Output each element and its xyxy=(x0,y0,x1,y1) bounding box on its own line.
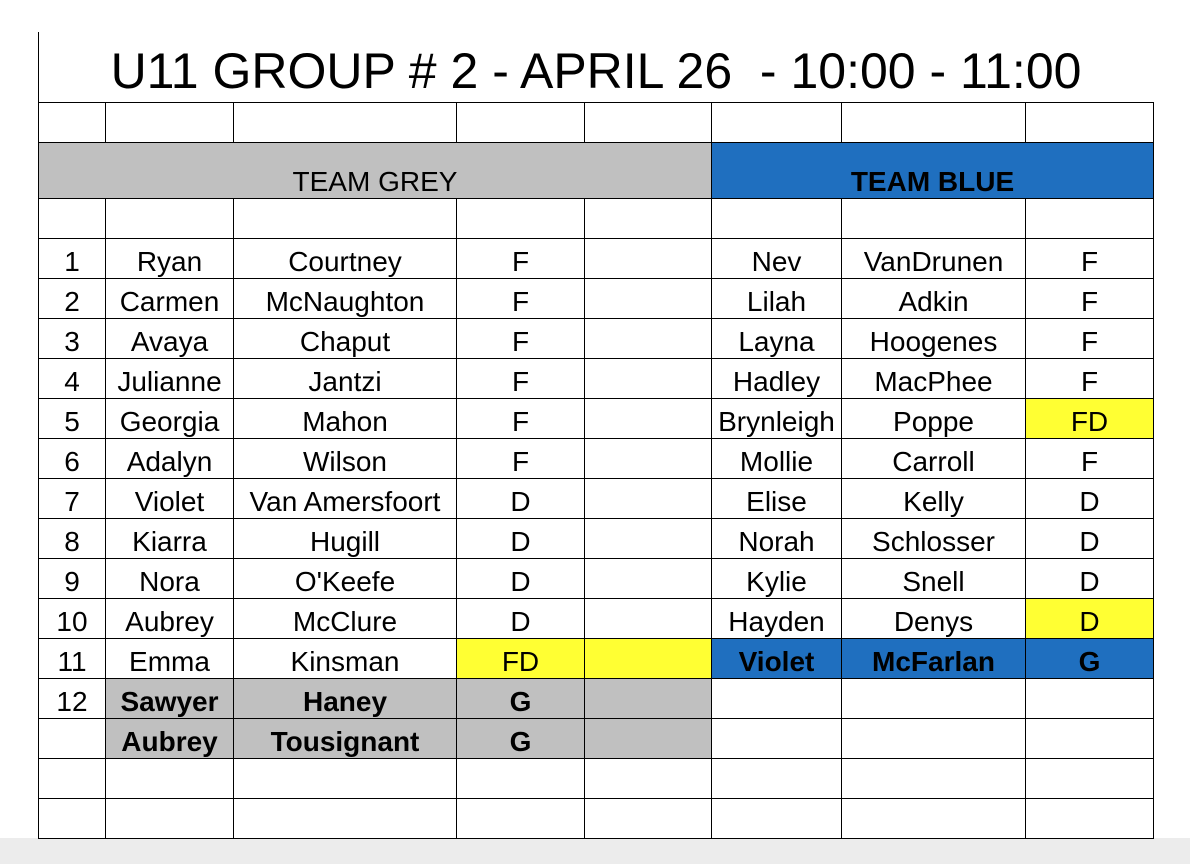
grey-first-name[interactable]: Kiarra xyxy=(106,519,234,559)
blue-first-name[interactable]: Norah xyxy=(712,519,842,559)
grey-position[interactable]: G xyxy=(457,679,585,719)
table-row xyxy=(39,399,1154,439)
table-row xyxy=(39,279,1154,319)
cell[interactable] xyxy=(712,759,842,799)
grey-last-name[interactable]: Kinsman xyxy=(234,639,457,679)
grey-last-name[interactable]: Courtney xyxy=(234,239,457,279)
blue-first-name[interactable]: Kylie xyxy=(712,559,842,599)
blue-position[interactable]: FD xyxy=(1026,399,1154,439)
row-number[interactable]: 3 xyxy=(39,319,106,359)
cell[interactable] xyxy=(1026,799,1154,839)
grey-first-name[interactable]: Aubrey xyxy=(106,599,234,639)
grey-position[interactable]: G xyxy=(457,719,585,759)
grey-position[interactable]: D xyxy=(457,559,585,599)
spacer-row xyxy=(39,199,1154,239)
blue-position[interactable]: F xyxy=(1026,279,1154,319)
grey-position[interactable]: D xyxy=(457,599,585,639)
blue-first-name[interactable]: Lilah xyxy=(712,279,842,319)
grey-extra-cell[interactable] xyxy=(585,479,712,519)
cell[interactable] xyxy=(1026,199,1154,239)
table-row xyxy=(39,439,1154,479)
grey-extra-cell[interactable] xyxy=(585,519,712,559)
row-number[interactable]: 2 xyxy=(39,279,106,319)
cell[interactable] xyxy=(457,799,585,839)
grey-last-name[interactable]: Tousignant xyxy=(234,719,457,759)
grey-first-name[interactable]: Ryan xyxy=(106,239,234,279)
grey-position[interactable]: F xyxy=(457,239,585,279)
grey-position[interactable]: D xyxy=(457,519,585,559)
grey-first-name[interactable]: Violet xyxy=(106,479,234,519)
grey-extra-cell[interactable] xyxy=(585,279,712,319)
grey-extra-cell[interactable] xyxy=(585,639,712,679)
cell[interactable] xyxy=(106,799,234,839)
cell[interactable] xyxy=(457,199,585,239)
cell[interactable] xyxy=(39,759,106,799)
blue-first-name[interactable]: Hadley xyxy=(712,359,842,399)
blue-last-name[interactable]: Denys xyxy=(842,599,1026,639)
cell[interactable] xyxy=(234,759,457,799)
cell[interactable] xyxy=(842,103,1026,143)
cell[interactable] xyxy=(712,799,842,839)
grey-last-name[interactable]: Chaput xyxy=(234,319,457,359)
grey-position[interactable]: F xyxy=(457,439,585,479)
grey-extra-cell[interactable] xyxy=(585,559,712,599)
blue-last-name[interactable]: McFarlan xyxy=(842,639,1026,679)
cell[interactable] xyxy=(585,103,712,143)
cell[interactable] xyxy=(234,199,457,239)
table-row xyxy=(39,719,1154,759)
table-row xyxy=(39,319,1154,359)
grey-extra-cell[interactable] xyxy=(585,679,712,719)
cell[interactable] xyxy=(457,103,585,143)
grey-position[interactable]: F xyxy=(457,359,585,399)
cell[interactable] xyxy=(106,103,234,143)
grey-first-name[interactable]: Emma xyxy=(106,639,234,679)
grey-position[interactable]: FD xyxy=(457,639,585,679)
row-number[interactable]: 8 xyxy=(39,519,106,559)
table-row xyxy=(39,239,1154,279)
cell[interactable] xyxy=(585,199,712,239)
row-number[interactable]: 6 xyxy=(39,439,106,479)
row-number[interactable]: 9 xyxy=(39,559,106,599)
grey-extra-cell[interactable] xyxy=(585,239,712,279)
blue-position[interactable]: D xyxy=(1026,599,1154,639)
grey-first-name[interactable]: Adalyn xyxy=(106,439,234,479)
grey-last-name[interactable]: Van Amersfoort xyxy=(234,479,457,519)
blue-first-name[interactable]: Hayden xyxy=(712,599,842,639)
blue-position[interactable]: D xyxy=(1026,559,1154,599)
blue-first-name[interactable]: Layna xyxy=(712,319,842,359)
blue-position[interactable]: D xyxy=(1026,519,1154,559)
cell[interactable] xyxy=(39,199,106,239)
table-row xyxy=(39,519,1154,559)
grey-first-name[interactable]: Georgia xyxy=(106,399,234,439)
grey-position[interactable]: F xyxy=(457,279,585,319)
blue-last-name[interactable]: Snell xyxy=(842,559,1026,599)
grey-last-name[interactable]: Wilson xyxy=(234,439,457,479)
blue-last-name[interactable]: Poppe xyxy=(842,399,1026,439)
grey-first-name[interactable]: Julianne xyxy=(106,359,234,399)
row-number[interactable]: 10 xyxy=(39,599,106,639)
cell[interactable] xyxy=(1026,103,1154,143)
blue-last-name[interactable]: VanDrunen xyxy=(842,239,1026,279)
blue-position[interactable]: F xyxy=(1026,359,1154,399)
blue-first-name[interactable]: Nev xyxy=(712,239,842,279)
row-number[interactable]: 12 xyxy=(39,679,106,719)
row-number[interactable]: 7 xyxy=(39,479,106,519)
cell[interactable] xyxy=(106,199,234,239)
blue-last-name[interactable]: Carroll xyxy=(842,439,1026,479)
blue-last-name[interactable]: Adkin xyxy=(842,279,1026,319)
cell[interactable] xyxy=(106,759,234,799)
grey-extra-cell[interactable] xyxy=(585,399,712,439)
blue-first-name[interactable]: Violet xyxy=(712,639,842,679)
table-row xyxy=(39,479,1154,519)
blue-first-name[interactable]: Elise xyxy=(712,479,842,519)
cell[interactable] xyxy=(457,759,585,799)
cell[interactable] xyxy=(842,199,1026,239)
table-row xyxy=(39,679,1154,719)
spacer-row xyxy=(39,759,1154,799)
blue-last-name[interactable]: Hoogenes xyxy=(842,319,1026,359)
grey-last-name[interactable]: McClure xyxy=(234,599,457,639)
blue-first-name[interactable] xyxy=(712,719,842,759)
grey-extra-cell[interactable] xyxy=(585,439,712,479)
blue-position[interactable]: F xyxy=(1026,439,1154,479)
grey-position[interactable]: D xyxy=(457,479,585,519)
blue-last-name[interactable] xyxy=(842,719,1026,759)
spacer-row xyxy=(39,799,1154,839)
row-number[interactable]: 1 xyxy=(39,239,106,279)
spacer-row xyxy=(39,103,1154,143)
grey-extra-cell[interactable] xyxy=(585,719,712,759)
cell[interactable] xyxy=(234,103,457,143)
blue-position[interactable]: D xyxy=(1026,479,1154,519)
grey-extra-cell[interactable] xyxy=(585,319,712,359)
cell[interactable] xyxy=(842,799,1026,839)
grey-first-name[interactable]: Carmen xyxy=(106,279,234,319)
grey-last-name[interactable]: Haney xyxy=(234,679,457,719)
roster-body xyxy=(39,239,1154,759)
team-blue-header[interactable]: TEAM BLUE xyxy=(712,143,1154,199)
cell[interactable] xyxy=(585,799,712,839)
page-title: U11 GROUP # 2 - APRIL 26 - 10:00 - 11:00 xyxy=(110,43,1082,99)
row-number[interactable]: 11 xyxy=(39,639,106,679)
row-number[interactable]: 4 xyxy=(39,359,106,399)
grey-extra-cell[interactable] xyxy=(585,359,712,399)
table-row xyxy=(39,639,1154,679)
roster-table xyxy=(38,102,1154,839)
cell[interactable] xyxy=(234,799,457,839)
blue-position[interactable] xyxy=(1026,679,1154,719)
cell[interactable] xyxy=(712,103,842,143)
grey-position[interactable]: F xyxy=(457,319,585,359)
grey-last-name[interactable]: O'Keefe xyxy=(234,559,457,599)
blue-position[interactable]: F xyxy=(1026,319,1154,359)
grey-last-name[interactable]: Hugill xyxy=(234,519,457,559)
blue-position[interactable]: F xyxy=(1026,239,1154,279)
blue-last-name[interactable]: MacPhee xyxy=(842,359,1026,399)
blue-first-name[interactable]: Brynleigh xyxy=(712,399,842,439)
grey-first-name[interactable]: Nora xyxy=(106,559,234,599)
table-row xyxy=(39,359,1154,399)
grey-first-name[interactable]: Aubrey xyxy=(106,719,234,759)
cell[interactable] xyxy=(585,759,712,799)
row-number[interactable]: 5 xyxy=(39,399,106,439)
cell[interactable] xyxy=(1026,759,1154,799)
cell[interactable] xyxy=(39,799,106,839)
grey-first-name[interactable]: Sawyer xyxy=(106,679,234,719)
grey-position[interactable]: F xyxy=(457,399,585,439)
row-number[interactable] xyxy=(39,719,106,759)
grey-last-name[interactable]: Jantzi xyxy=(234,359,457,399)
table-row xyxy=(39,599,1154,639)
grey-first-name[interactable]: Avaya xyxy=(106,319,234,359)
blue-first-name[interactable] xyxy=(712,679,842,719)
grey-last-name[interactable]: McNaughton xyxy=(234,279,457,319)
grey-last-name[interactable]: Mahon xyxy=(234,399,457,439)
blue-position[interactable]: G xyxy=(1026,639,1154,679)
grey-extra-cell[interactable] xyxy=(585,599,712,639)
blue-last-name[interactable]: Kelly xyxy=(842,479,1026,519)
team-grey-header[interactable]: TEAM GREY xyxy=(39,143,712,199)
blue-last-name[interactable] xyxy=(842,679,1026,719)
blue-position[interactable] xyxy=(1026,719,1154,759)
blue-last-name[interactable]: Schlosser xyxy=(842,519,1026,559)
blue-first-name[interactable]: Mollie xyxy=(712,439,842,479)
window-bottom-edge xyxy=(0,838,1190,864)
cell[interactable] xyxy=(842,759,1026,799)
table-row xyxy=(39,559,1154,599)
team-header-row xyxy=(39,143,1154,199)
cell[interactable] xyxy=(712,199,842,239)
cell[interactable] xyxy=(39,103,106,143)
